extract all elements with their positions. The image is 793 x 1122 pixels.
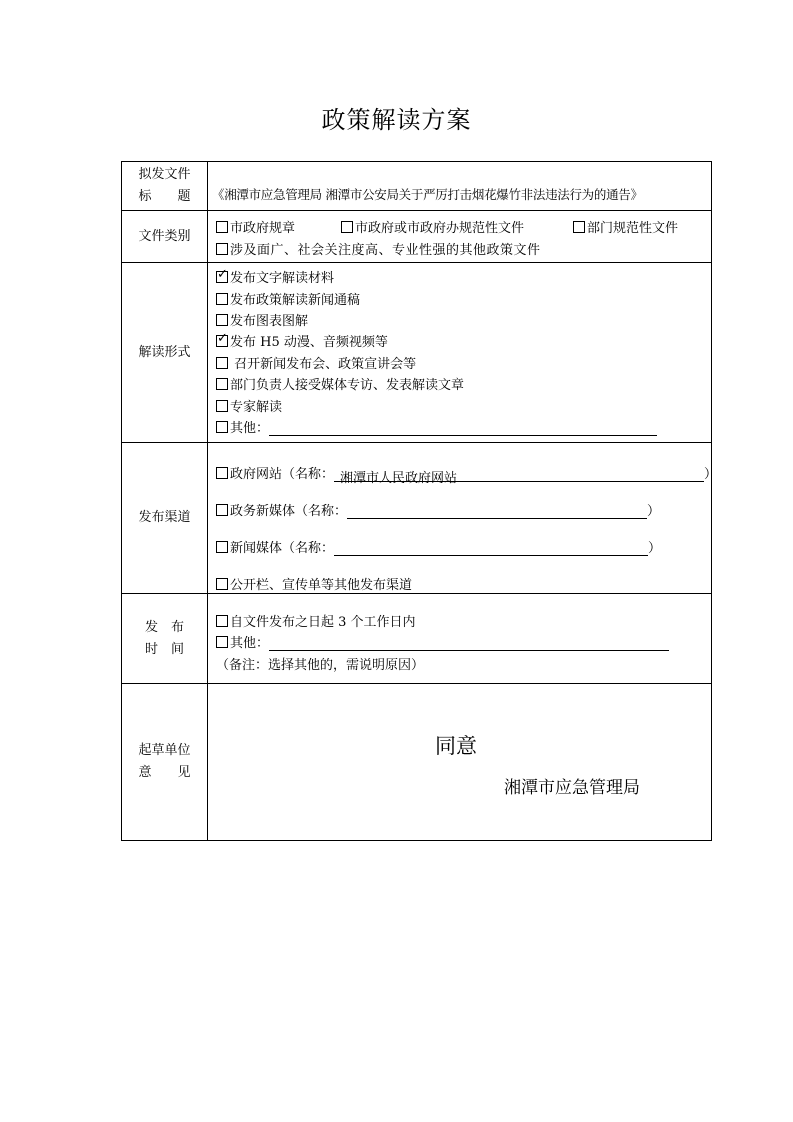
page-title: 政策解读方案	[321, 106, 472, 134]
checkbox-icon[interactable]	[216, 400, 228, 412]
opinion-signer: 湘潭市应急管理局	[504, 778, 640, 798]
gov-site-name-field[interactable]: 湘潭市人民政府网站	[334, 467, 704, 482]
time-option-3days[interactable]: 自文件发布之日起 3 个工作日内	[216, 611, 416, 630]
time-option-other[interactable]: 其他：	[216, 632, 669, 651]
form-item-expert[interactable]: 专家解读	[216, 396, 282, 415]
opinion-cell	[208, 684, 712, 841]
category-option-normative[interactable]: 市政府或市政府办规范性文件	[341, 217, 524, 236]
form-item-chart[interactable]: 发布图表图解	[216, 310, 308, 329]
time-note: （备注：选择其他的，需说明原因）	[216, 658, 425, 673]
checkbox-icon[interactable]	[216, 578, 228, 590]
news-media-name-field[interactable]	[334, 541, 648, 556]
checkbox-icon[interactable]	[216, 421, 228, 433]
category-cell	[208, 211, 712, 263]
checkbox-icon[interactable]	[216, 221, 228, 233]
form-label: 解读形式	[122, 263, 208, 443]
checkbox-icon[interactable]	[216, 243, 228, 255]
category-option-rules[interactable]: 市政府规章	[216, 217, 295, 236]
form-item-news-release[interactable]: 发布政策解读新闻通稿	[216, 289, 360, 308]
doc-title-value: 《湘潭市应急管理局 湘潭市公安局关于严厉打击烟花爆竹非法违法行为的通告》	[212, 187, 643, 202]
checkbox-icon[interactable]	[216, 467, 228, 479]
form-cell	[208, 263, 712, 443]
channel-news-media[interactable]: 新闻媒体（名称： ）	[216, 537, 661, 556]
checkbox-icon[interactable]	[216, 541, 228, 553]
form-item-h5-media[interactable]: ✓发布 H5 动漫、音频视频等	[216, 331, 388, 350]
checkbox-icon[interactable]	[216, 378, 228, 390]
channel-cell	[208, 443, 718, 594]
time-other-field[interactable]	[269, 636, 669, 651]
checkbox-icon[interactable]	[216, 504, 228, 516]
channel-label: 发布渠道	[122, 443, 208, 594]
checkbox-checked-icon[interactable]	[216, 335, 228, 347]
checkbox-icon[interactable]	[216, 314, 228, 326]
category-label: 文件类别	[122, 211, 208, 263]
form-other-field[interactable]	[269, 421, 657, 436]
doc-title-label: 拟发文件 标 题	[122, 162, 208, 211]
checkbox-checked-icon[interactable]	[216, 271, 228, 283]
time-cell	[208, 594, 712, 684]
new-media-name-field[interactable]	[347, 504, 647, 519]
checkbox-icon[interactable]	[216, 636, 228, 648]
opinion-text: 同意	[435, 734, 477, 758]
checkbox-icon[interactable]	[573, 221, 585, 233]
doc-title-cell	[208, 162, 712, 211]
channel-board[interactable]: 公开栏、宣传单等其他发布渠道	[216, 574, 412, 593]
form-item-interview[interactable]: 部门负责人接受媒体专访、发表解读文章	[216, 374, 464, 393]
form-item-other[interactable]: 其他：	[216, 417, 657, 436]
checkbox-icon[interactable]	[216, 615, 228, 627]
category-option-other[interactable]: 涉及面广、社会关注度高、专业性强的其他政策文件	[216, 239, 541, 258]
channel-gov-site[interactable]: 政府网站（名称： 湘潭市人民政府网站 ）	[216, 463, 717, 482]
checkbox-icon[interactable]	[341, 221, 353, 233]
time-label: 发 布 时 间	[122, 594, 208, 684]
opinion-label: 起草单位 意 见	[122, 684, 208, 841]
form-item-text-material[interactable]: ✓发布文字解读材料	[216, 267, 334, 286]
category-option-dept[interactable]: 部门规范性文件	[573, 217, 678, 236]
checkbox-icon[interactable]	[216, 357, 228, 369]
form-item-press-conference[interactable]: 召开新闻发布会、政策宣讲会等	[216, 353, 416, 372]
channel-new-media[interactable]: 政务新媒体（名称： ）	[216, 500, 660, 519]
checkbox-icon[interactable]	[216, 293, 228, 305]
policy-form-table	[121, 161, 718, 841]
